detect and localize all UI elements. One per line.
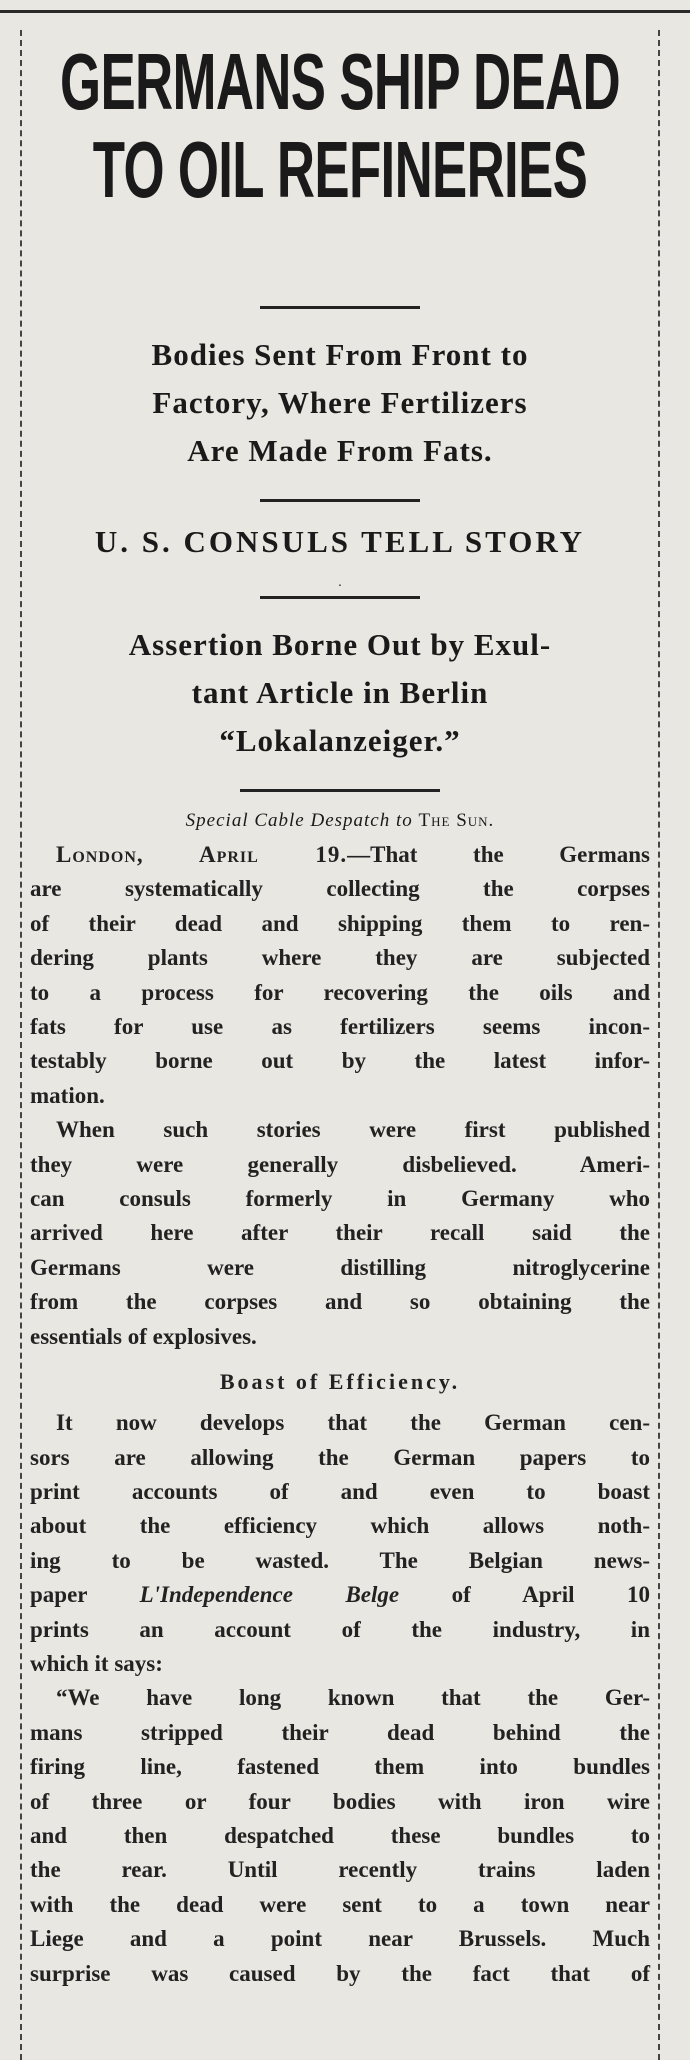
body-line: surprise was caused by the fact that of	[30, 1960, 650, 1986]
paragraph-2	[30, 1113, 650, 1354]
body-line: they were generally disbelieved. Ameri-	[30, 1151, 650, 1177]
article	[30, 38, 650, 1991]
top-rule	[0, 10, 690, 13]
paper-prefix: paper	[30, 1582, 88, 1608]
body-line	[30, 838, 650, 872]
deck-line: tant Article in Berlin	[191, 675, 489, 710]
deck-3	[30, 621, 650, 765]
headline-line: TO OIL REFINERIES	[92, 125, 588, 214]
column-rule-right	[658, 30, 660, 2060]
body-line: testably borne out by the latest infor-	[30, 1048, 650, 1074]
body-line: mation.	[30, 1082, 105, 1108]
article-body	[30, 838, 650, 1991]
paper-suffix: of April 10	[451, 1582, 650, 1608]
deck-line: “Lokalanzeiger.”	[219, 723, 461, 758]
deck-rule	[260, 499, 420, 502]
body-line: firing line, fastened them into bundles	[30, 1754, 650, 1780]
dateline: London, April 19.	[56, 842, 348, 867]
body-line: essentials of explosives.	[30, 1323, 257, 1349]
separator-dot: ·	[337, 579, 343, 594]
body-line: with the dead were sent to a town near	[30, 1891, 650, 1917]
paragraph-1	[30, 838, 650, 1113]
body-line: It now develops that the German cen-	[56, 1410, 650, 1436]
body-line: and then despatched these bundles to	[30, 1822, 650, 1848]
body-line: the rear. Until recently trains laden	[30, 1857, 650, 1883]
headline-rule	[260, 306, 420, 309]
body-line: can consuls formerly in Germany who	[30, 1186, 650, 1212]
body-line: are systematically collecting the corpses	[30, 876, 650, 902]
deck-line: Factory, Where Fertilizers	[152, 385, 528, 420]
body-line: which it says:	[30, 1650, 163, 1676]
body-line-text: —That the Germans	[347, 842, 650, 867]
deck-1	[30, 331, 650, 475]
body-line: print accounts of and even to boast	[30, 1478, 650, 1504]
headline-line: GERMANS SHIP DEAD	[60, 37, 620, 126]
column-rule-left	[20, 30, 22, 2060]
subhead: Boast of Efficiency.	[219, 1369, 461, 1395]
deck-2: U. S. CONSULS TELL STORY	[94, 524, 586, 559]
credit-line	[30, 806, 650, 836]
credit-publication: The Sun.	[418, 810, 495, 831]
deck-line: Bodies Sent From Front to	[151, 337, 529, 372]
body-line: arrived here after their recall said the	[30, 1220, 650, 1246]
body-line: ing to be wasted. The Belgian news-	[30, 1547, 650, 1573]
headline	[30, 38, 650, 214]
credit-prefix: Special Cable Despatch to	[185, 810, 413, 831]
body-line: fats for use as fertilizers seems incon-	[30, 1014, 650, 1040]
body-line: of their dead and shipping them to ren-	[30, 910, 650, 936]
body-line: about the efficiency which allows noth-	[30, 1513, 650, 1539]
body-line: Germans were distilling nitroglycerine	[30, 1254, 650, 1280]
body-line: mans stripped their dead behind the	[30, 1719, 650, 1745]
body-line: to a process for recovering the oils and	[30, 979, 650, 1005]
body-line: of three or four bodies with iron wire	[30, 1788, 650, 1814]
body-line: When such stories were first published	[56, 1117, 650, 1143]
body-line: dering plants where they are subjected	[30, 945, 650, 971]
body-line: “We have long known that the Ger-	[56, 1685, 650, 1711]
paragraph-4	[30, 1681, 650, 1991]
deck-line: Are Made From Fats.	[187, 433, 493, 468]
body-line: Liege and a point near Brussels. Much	[30, 1926, 650, 1952]
body-line	[30, 1578, 650, 1612]
body-line: from the corpses and so obtaining the	[30, 1289, 650, 1315]
body-line: prints an account of the industry, in	[30, 1616, 650, 1642]
deck-line: Assertion Borne Out by Exul-	[128, 627, 552, 662]
paper-name: L'Independence Belge	[139, 1582, 400, 1608]
paragraph-3	[30, 1406, 650, 1681]
deck-rule	[260, 596, 420, 599]
deck-rule	[240, 789, 440, 792]
body-line: sors are allowing the German papers to	[30, 1444, 650, 1470]
